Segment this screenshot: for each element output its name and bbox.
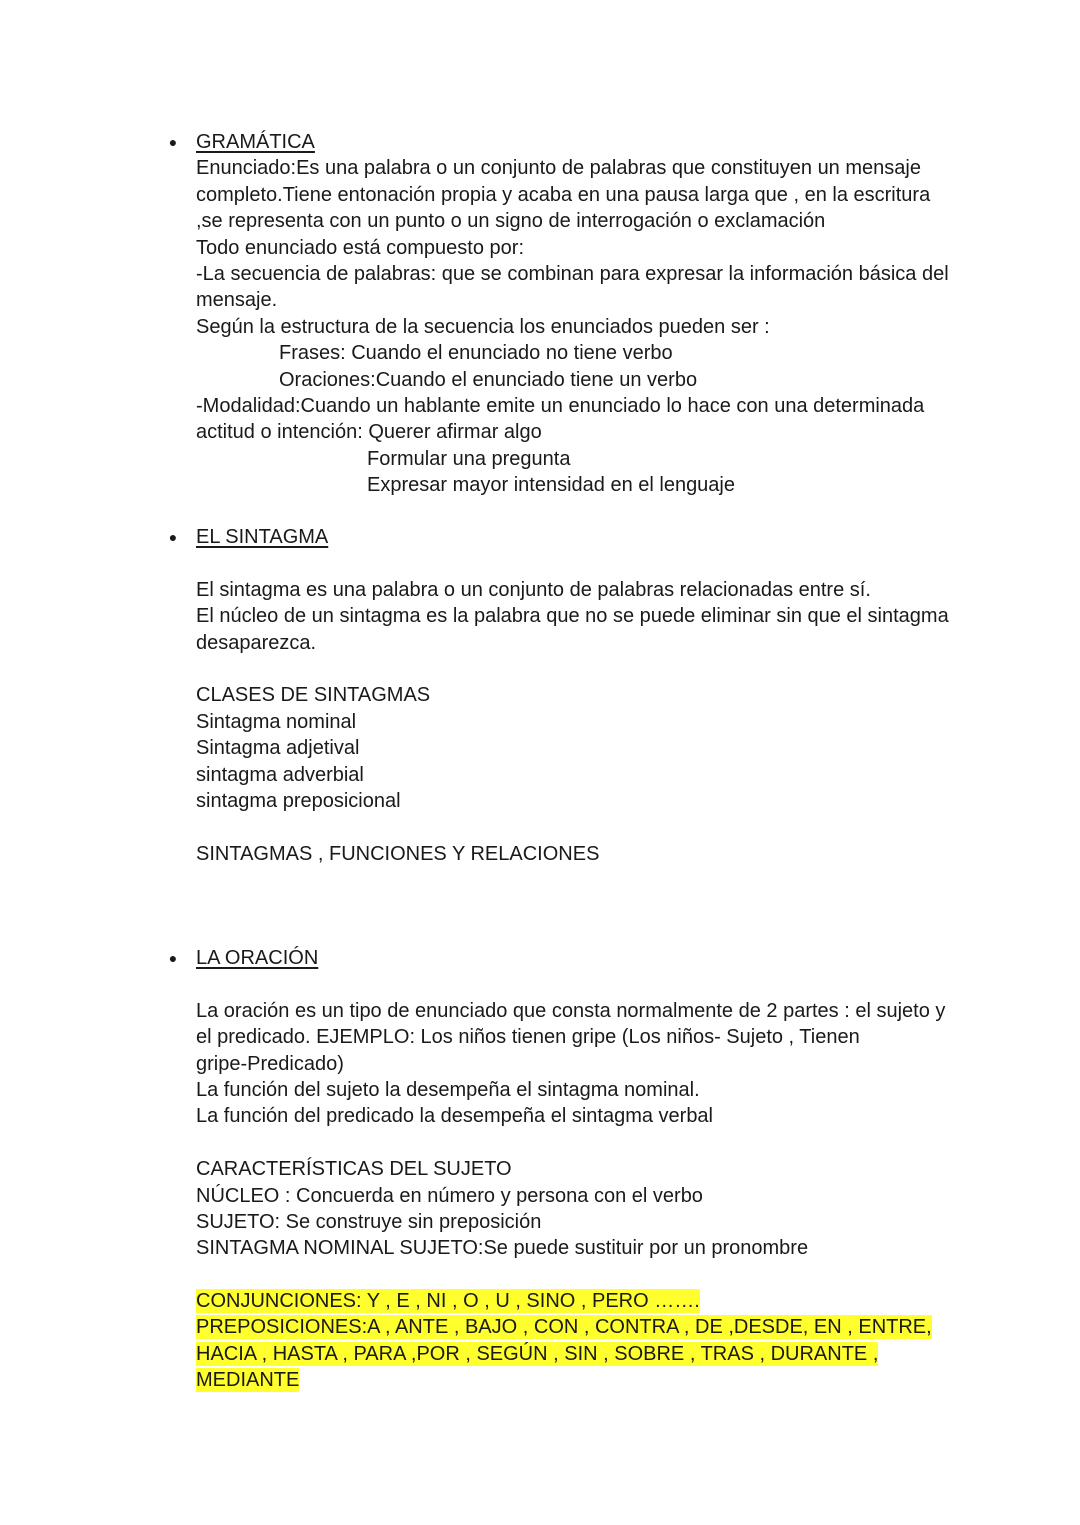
paragraph-line: gripe-Predicado): [196, 1052, 344, 1075]
list-item: Sintagma nominal: [196, 710, 357, 733]
paragraph-line: desaparezca.: [196, 631, 317, 654]
section-sintagma: [168, 524, 976, 867]
paragraph-line: ,se representa con un punto o un signo de interrogación o exclamación: [196, 210, 826, 233]
paragraph-line: mensaje.: [196, 289, 278, 312]
highlighted-line: [196, 1314, 976, 1340]
list-item: Formular una pregunta: [367, 447, 571, 470]
highlight-conjunciones: CONJUNCIONES: Y , E , NI , O , U , SINO , PERO …….: [196, 1290, 700, 1313]
highlight-preposiciones: PREPOSICIONES:A , ANTE , BAJO , CON , CONTRA , DE ,DESDE, EN , ENTRE,: [196, 1316, 932, 1339]
paragraph-line: La función del sujeto la desempeña el sintagma nominal.: [196, 1078, 700, 1101]
subsection-title: CARACTERÍSTICAS DEL SUJETO: [196, 1158, 512, 1181]
section-title: GRAMÁTICA: [196, 131, 315, 153]
paragraph-line: completo.Tiene entonación propia y acaba en una pausa larga que , en la escritura: [196, 183, 931, 206]
paragraph-line: La oración es un tipo de enunciado que consta normalmente de 2 partes : el sujeto y: [196, 999, 946, 1022]
highlighted-line: [196, 1367, 976, 1393]
section-title: EL SINTAGMA: [196, 526, 329, 548]
paragraph-line: el predicado. EJEMPLO: Los niños tienen gripe (Los niños- Sujeto , Tienen: [196, 1026, 860, 1049]
paragraph-line: Según la estructura de la secuencia los enunciados pueden ser :: [196, 315, 770, 338]
section-title: LA ORACIÓN: [196, 947, 319, 969]
list-item: Sintagma adjetival: [196, 737, 360, 760]
list-item: Expresar mayor intensidad en el lenguaje: [367, 474, 735, 497]
list-item: SUJETO: Se construye sin preposición: [196, 1210, 542, 1233]
list-item: SINTAGMA NOMINAL SUJETO:Se puede sustituir por un pronombre: [196, 1237, 809, 1260]
list-item: NÚCLEO : Concuerda en número y persona con el verbo: [196, 1184, 703, 1207]
highlighted-line: [196, 1341, 976, 1367]
list-item: sintagma adverbial: [196, 763, 364, 786]
paragraph-line: La función del predicado la desempeña el sintagma verbal: [196, 1105, 714, 1128]
bullet-icon: ●: [168, 950, 178, 966]
list-item: Oraciones:Cuando el enunciado tiene un verbo: [279, 368, 698, 391]
list-item: sintagma preposicional: [196, 789, 401, 812]
paragraph-line: -Modalidad:Cuando un hablante emite un enunciado lo hace con una determinada: [196, 394, 925, 417]
section-gramatica: [168, 129, 976, 498]
highlighted-line: [196, 1288, 976, 1314]
paragraph-line: actitud o intención: Querer afirmar algo: [196, 421, 542, 444]
paragraph-line: El sintagma es una palabra o un conjunto de palabras relacionadas entre sí.: [196, 578, 871, 601]
paragraph-line: Todo enunciado está compuesto por:: [196, 236, 524, 259]
list-item: Frases: Cuando el enunciado no tiene verbo: [279, 342, 673, 365]
paragraph-line: Enunciado:Es una palabra o un conjunto de palabras que constituyen un mensaje: [196, 157, 921, 180]
bullet-icon: ●: [168, 529, 178, 545]
section-oracion: [168, 945, 976, 1394]
bullet-icon: ●: [168, 134, 178, 150]
paragraph-line: El núcleo de un sintagma es la palabra que no se puede eliminar sin que el sintagma: [196, 605, 949, 628]
highlight-preposiciones-cont: HACIA , HASTA , PARA ,POR , SEGÚN , SIN , SOBRE , TRAS , DURANTE ,: [196, 1342, 879, 1365]
paragraph-line: -La secuencia de palabras: que se combinan para expresar la información básica del: [196, 262, 949, 285]
highlight-preposiciones-end: MEDIANTE: [196, 1369, 300, 1392]
subsection-title: CLASES DE SINTAGMAS: [196, 684, 431, 707]
subsection-title: SINTAGMAS , FUNCIONES Y RELACIONES: [196, 842, 600, 865]
